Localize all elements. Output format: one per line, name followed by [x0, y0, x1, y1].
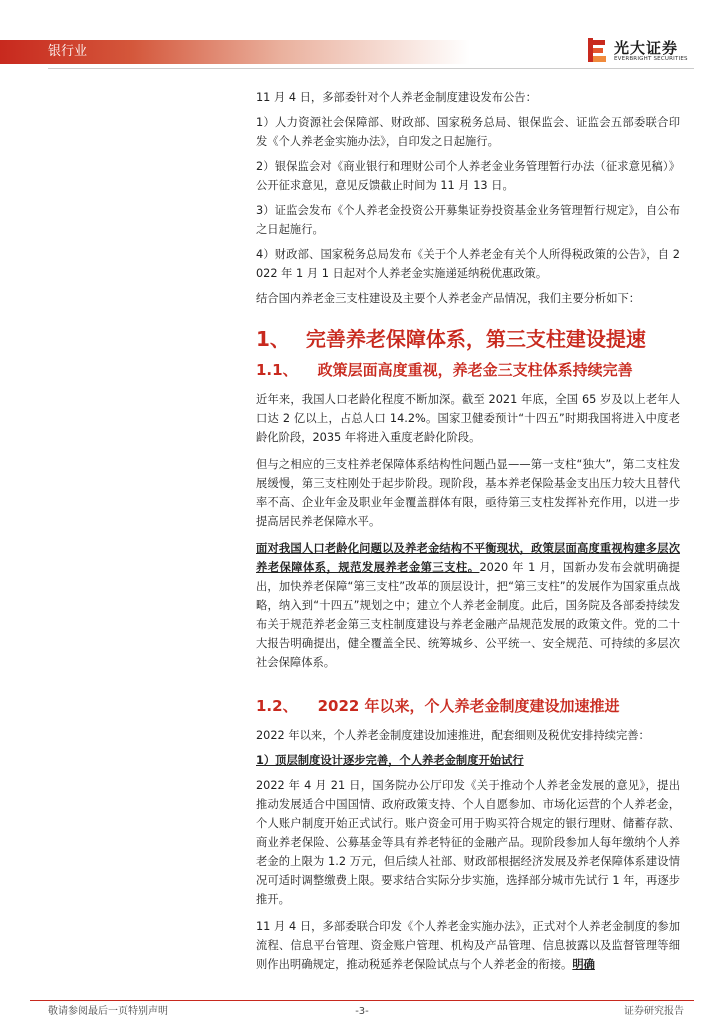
intro-item-2: 2）银保监会对《商业银行和理财公司个人养老金业务管理暂行办法（征求意见稿）》公开征求意见，意见反馈截止时间为 11 月 13 日。	[256, 160, 680, 192]
everbright-logo-icon	[586, 36, 608, 66]
page-number: -3-	[355, 1006, 369, 1017]
section-1-1-paragraph-3-text: 2020 年 1 月，国新办发布会就明确提出，加快养老保障“第三支柱”改革的顶层设计，把“第三支柱”的发展作为国家重点战略，纳入到“十四五”规划之中；建立个人养老金制度。此后，国务院及各部委持续发布关于规范养老金第三支柱制度建设与养老金融产品规范发展的政策文件。党的二十大报告明确提出，健全覆盖全民、统筹城乡、公平统一、安全规范、可持续的多层次社会保障体系。	[256, 561, 680, 669]
section-1-1-paragraph-1: 近年来，我国人口老龄化程度不断加深。截至 2021 年底，全国 65 岁及以上老年人口达 2 亿以上，占总人口 14.2%。国家卫健委预计“十四五”时期我国将进入中度老龄化阶段，2035 年将进入重度老龄化阶段。	[256, 393, 680, 444]
report-type: 证券研究报告	[624, 1006, 684, 1017]
section-1-2-paragraph-3-emphasis: 明确	[572, 958, 595, 971]
section-1-1-paragraph-3	[256, 539, 680, 672]
section-1-2-paragraph-3-text: 11 月 4 日，多部委联合印发《个人养老金实施办法》，正式对个人养老金制度的参加流程、信息平台管理、资金账户管理、机构及产品管理、信息披露以及监督管理等细则作出明确规定，推动税延养老保险试点与个人养老金的衔接。	[256, 920, 680, 971]
section-tag-label: 银行业	[48, 44, 88, 59]
section-1-number: 1、	[256, 327, 290, 351]
section-1-2-paragraph-2: 2022 年 4 月 21 日，国务院办公厅印发《关于推动个人养老金发展的意见》，提出推动发展适合中国国情、政府政策支持、个人自愿参加、市场化运营的个人养老金，个人账户制度开始正式试行。账户资金可用于购买符合规定的银行理财、储蓄存款、商业养老保险、公募基金等具有养老特征的金融产品。现阶段参加人每年缴纳个人养老金的上限为 1.2 万元，但后续人社部、财政部根据经济发展及养老保障体系建设情况可适时调整缴费上限。要求结合实际分步实施，选择部分城市先试行 1 年，再逐步推开。	[256, 779, 680, 906]
section-1-1-title: 政策层面高度重视，养老金三支柱体系持续完善	[317, 361, 633, 379]
footer-disclaimer: 敬请参阅最后一页特别声明	[48, 1006, 168, 1017]
section-1-2-subheading	[256, 751, 680, 770]
main-content	[256, 88, 680, 982]
intro-item-3: 3）证监会发布《个人养老金投资公开募集证券投资基金业务管理暂行规定》，自公布之日起施行。	[256, 204, 680, 236]
brand-name-en: EVERBRIGHT SECURITIES	[614, 56, 688, 62]
header-divider	[48, 68, 694, 69]
intro-summary: 结合国内养老金三支柱建设及主要个人养老金产品情况，我们主要分析如下：	[256, 292, 641, 305]
section-1-2-paragraph-3	[256, 917, 680, 974]
intro-item-1: 1）人力资源社会保障部、财政部、国家税务总局、银保监会、证监会五部委联合印发《个人养老金实施办法》，自印发之日起施行。	[256, 116, 680, 148]
section-1-2-subheading-text: 1）顶层制度设计逐步完善，个人养老金制度开始试行	[256, 754, 524, 767]
brand-name: 光大证券	[614, 39, 679, 57]
footer-divider	[30, 1000, 694, 1001]
section-1-2-number: 1.2、	[256, 697, 298, 715]
section-1-1-emphasis: 面对我国人口老龄化问题以及养老金结构不平衡现状，政策层面高度重视构建多层次养老保障体系，规范发展养老金第三支柱。	[256, 542, 680, 574]
section-1-2-paragraph-1: 2022 年以来，个人养老金制度建设加速推进，配套细则及税优安排持续完善：	[256, 729, 650, 742]
section-1-1-number: 1.1、	[256, 361, 298, 379]
section-1-2-heading	[256, 694, 680, 718]
section-1-1-paragraph-2: 但与之相应的三支柱养老保障体系结构性问题凸显——第一支柱“独大”，第二支柱发展缓慢，第三支柱刚处于起步阶段。现阶段，基本养老保险基金支出压力较大且替代率不高、企业年金及职业年金覆盖群体有限，亟待第三支柱发挥补充作用，以进一步提高居民养老保障水平。	[256, 458, 680, 528]
section-1-1-heading	[256, 358, 680, 382]
section-tag	[0, 40, 470, 64]
intro-paragraph: 11 月 4 日，多部委针对个人养老金制度建设发布公告：	[256, 91, 537, 104]
intro-item-4: 4）财政部、国家税务总局发布《关于个人养老金有关个人所得税政策的公告》，自 2022 年 1 月 1 日起对个人养老金实施递延纳税优惠政策。	[256, 248, 680, 280]
section-1-heading	[256, 324, 680, 354]
section-1-title: 完善养老保障体系，第三支柱建设提速	[305, 327, 646, 351]
section-1-2-title: 2022 年以来，个人养老金制度建设加速推进	[317, 697, 620, 715]
brand-logo	[586, 36, 694, 66]
